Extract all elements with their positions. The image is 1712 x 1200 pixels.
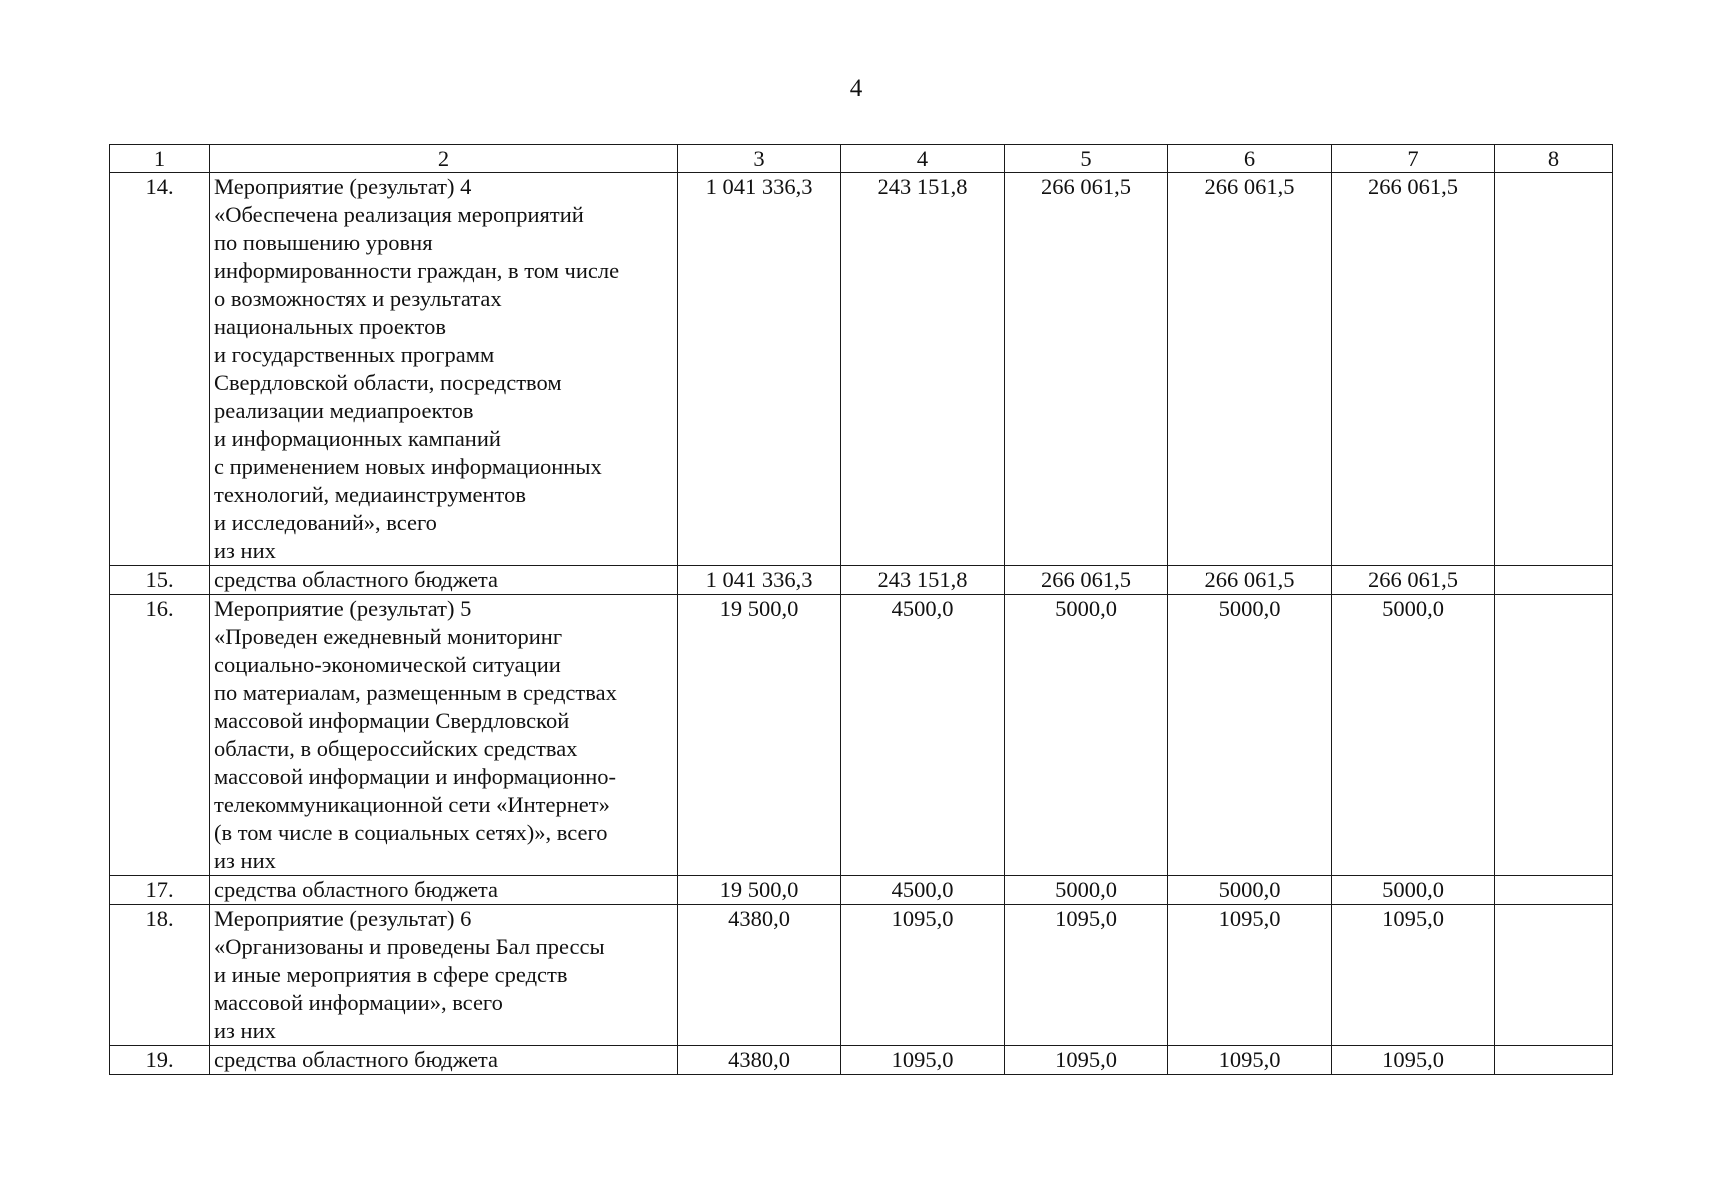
activity-name-line: и информационных кампаний — [214, 426, 501, 451]
value-cell-col-6: 1095,0 — [1168, 905, 1332, 1046]
value-cell-col-5: 1095,0 — [1005, 905, 1168, 1046]
row-number-cell: 18. — [110, 905, 210, 1046]
activity-name-line: массовой информации», всего — [214, 990, 503, 1015]
column-header: 8 — [1495, 145, 1613, 173]
activity-name-cell — [210, 876, 678, 905]
value-cell-col-8 — [1495, 173, 1613, 566]
value-cell-col-3: 1 041 336,3 — [678, 173, 841, 566]
value-cell-col-5: 1095,0 — [1005, 1046, 1168, 1075]
table-row — [110, 876, 1613, 905]
value-cell-col-4: 243 151,8 — [841, 566, 1005, 595]
activity-name-cell — [210, 173, 678, 566]
value-cell-col-4: 4500,0 — [841, 876, 1005, 905]
activity-name-line: Мероприятие (результат) 5 — [214, 596, 472, 621]
column-header: 3 — [678, 145, 841, 173]
activity-name-line: «Обеспечена реализация мероприятий — [214, 202, 584, 227]
activity-name-cell — [210, 595, 678, 876]
value-cell-col-7: 1095,0 — [1332, 905, 1495, 1046]
activity-name-line: из них — [214, 1018, 276, 1043]
activity-name-line: Свердловской области, посредством — [214, 370, 562, 395]
column-number-row — [110, 145, 1613, 173]
activity-name-line: технологий, медиаинструментов — [214, 482, 526, 507]
value-cell-col-4: 1095,0 — [841, 905, 1005, 1046]
activity-name-line: Мероприятие (результат) 4 — [214, 174, 472, 199]
value-cell-col-7: 1095,0 — [1332, 1046, 1495, 1075]
value-cell-col-5: 266 061,5 — [1005, 173, 1168, 566]
column-header: 6 — [1168, 145, 1332, 173]
value-cell-col-3: 1 041 336,3 — [678, 566, 841, 595]
table-row — [110, 595, 1613, 876]
table-row — [110, 1046, 1613, 1075]
activity-name-line: телекоммуникационной сети «Интернет» — [214, 792, 610, 817]
value-cell-col-4: 1095,0 — [841, 1046, 1005, 1075]
value-cell-col-5: 5000,0 — [1005, 595, 1168, 876]
value-cell-col-3: 19 500,0 — [678, 595, 841, 876]
value-cell-col-8 — [1495, 595, 1613, 876]
value-cell-col-7: 266 061,5 — [1332, 566, 1495, 595]
activity-name-cell — [210, 566, 678, 595]
value-cell-col-5: 5000,0 — [1005, 876, 1168, 905]
activity-name-line: и исследований», всего — [214, 510, 437, 535]
value-cell-col-6: 266 061,5 — [1168, 173, 1332, 566]
activity-name-line: области, в общероссийских средствах — [214, 736, 578, 761]
value-cell-col-8 — [1495, 1046, 1613, 1075]
value-cell-col-7: 5000,0 — [1332, 595, 1495, 876]
row-number-cell: 17. — [110, 876, 210, 905]
value-cell-col-6: 5000,0 — [1168, 595, 1332, 876]
value-cell-col-3: 4380,0 — [678, 905, 841, 1046]
value-cell-col-8 — [1495, 876, 1613, 905]
activity-name-line: «Организованы и проведены Бал прессы — [214, 934, 605, 959]
column-header: 5 — [1005, 145, 1168, 173]
activity-name-line: информированности граждан, в том числе — [214, 258, 620, 283]
activity-name-line: по повышению уровня — [214, 230, 433, 255]
table-row — [110, 173, 1613, 566]
page-number: 4 — [849, 75, 863, 102]
row-number-cell: 15. — [110, 566, 210, 595]
activity-name-line: средства областного бюджета — [214, 567, 499, 592]
activity-name-line: социально-экономической ситуации — [214, 652, 561, 677]
value-cell-col-6: 266 061,5 — [1168, 566, 1332, 595]
value-cell-col-5: 266 061,5 — [1005, 566, 1168, 595]
value-cell-col-4: 243 151,8 — [841, 173, 1005, 566]
row-number-cell: 19. — [110, 1046, 210, 1075]
row-number-cell: 16. — [110, 595, 210, 876]
activity-name-line: и государственных программ — [214, 342, 495, 367]
activity-name-line: и иные мероприятия в сфере средств — [214, 962, 568, 987]
value-cell-col-6: 5000,0 — [1168, 876, 1332, 905]
column-header: 1 — [110, 145, 210, 173]
activity-name-line: из них — [214, 538, 276, 563]
activity-name-line: средства областного бюджета — [214, 877, 499, 902]
column-header: 2 — [210, 145, 678, 173]
value-cell-col-6: 1095,0 — [1168, 1046, 1332, 1075]
value-cell-col-4: 4500,0 — [841, 595, 1005, 876]
activity-name-line: массовой информации Свердловской — [214, 708, 570, 733]
activity-name-line: национальных проектов — [214, 314, 446, 339]
activity-name-line: из них — [214, 848, 276, 873]
table-body — [110, 145, 1613, 1075]
activity-name-line: Мероприятие (результат) 6 — [214, 906, 472, 931]
value-cell-col-7: 5000,0 — [1332, 876, 1495, 905]
activity-name-line: с применением новых информационных — [214, 454, 602, 479]
table-row — [110, 905, 1613, 1046]
activity-name-cell — [210, 905, 678, 1046]
activity-name-line: по материалам, размещенным в средствах — [214, 680, 617, 705]
column-header: 4 — [841, 145, 1005, 173]
table-row — [110, 566, 1613, 595]
activity-name-line: массовой информации и информационно- — [214, 764, 617, 789]
activity-name-line: (в том числе в социальных сетях)», всего — [214, 820, 608, 845]
value-cell-col-3: 19 500,0 — [678, 876, 841, 905]
value-cell-col-3: 4380,0 — [678, 1046, 841, 1075]
activity-name-line: о возможностях и результатах — [214, 286, 502, 311]
value-cell-col-8 — [1495, 905, 1613, 1046]
row-number-cell: 14. — [110, 173, 210, 566]
budget-table — [109, 144, 1613, 1075]
column-header: 7 — [1332, 145, 1495, 173]
activity-name-cell — [210, 1046, 678, 1075]
value-cell-col-7: 266 061,5 — [1332, 173, 1495, 566]
activity-name-line: реализации медиапроектов — [214, 398, 474, 423]
activity-name-line: средства областного бюджета — [214, 1047, 499, 1072]
activity-name-line: «Проведен ежедневный мониторинг — [214, 624, 563, 649]
value-cell-col-8 — [1495, 566, 1613, 595]
